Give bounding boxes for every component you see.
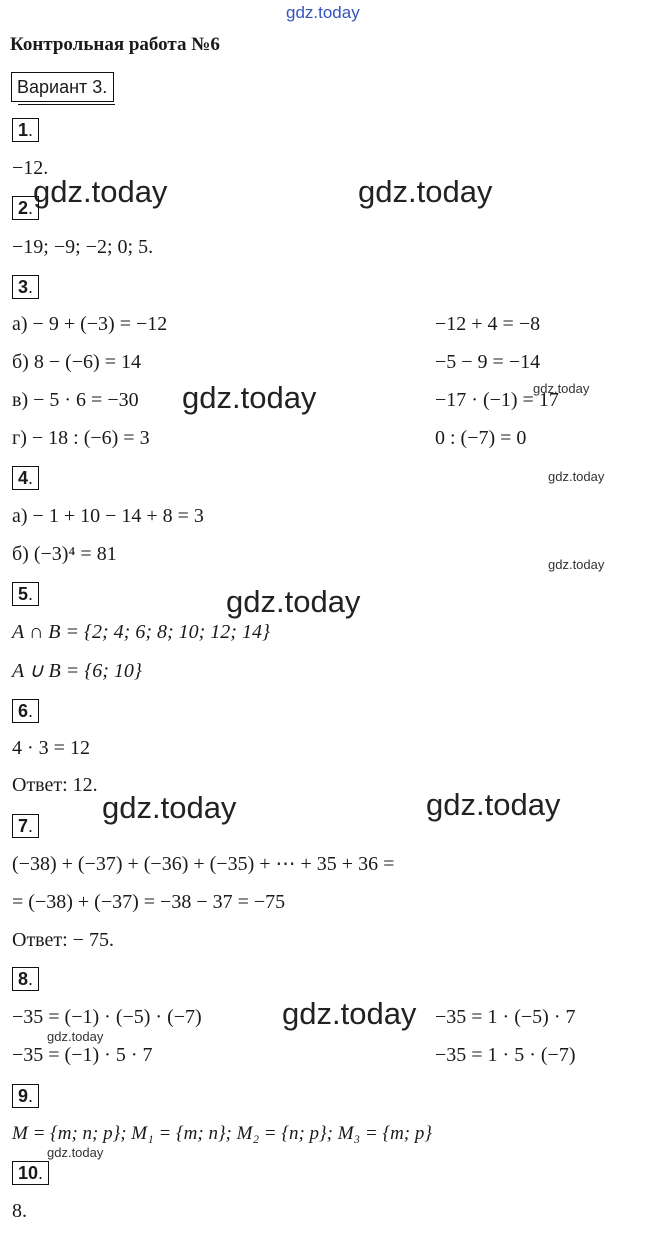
task-7-line-2: = (−38) + (−37) = −38 − 37 = −75 xyxy=(12,891,286,913)
task-3-left-c: в) − 5 · 6 = −30 xyxy=(12,389,139,411)
task-10-answer: 8. xyxy=(12,1200,27,1222)
task-number-4: 4 . xyxy=(12,466,39,490)
watermark: gdz.today xyxy=(47,1145,104,1160)
task-3-right-d: 0 : (−7) = 0 xyxy=(435,427,527,449)
task-3-right-c: −17 · (−1) = 17 xyxy=(435,389,559,411)
task-number-9: 9 . xyxy=(12,1084,39,1108)
watermark: gdz.today xyxy=(426,787,561,822)
task-6-solution: 4 · 3 = 12 xyxy=(12,737,90,759)
task-3-left-a: а) − 9 + (−3) = −12 xyxy=(12,313,168,335)
watermark: gdz.today xyxy=(47,1029,104,1044)
task-number-3: 3 . xyxy=(12,275,39,299)
task-number-1: 1 . xyxy=(12,118,39,142)
variant-label: Вариант 3. xyxy=(11,72,114,102)
task-3-right-a: −12 + 4 = −8 xyxy=(435,313,541,335)
watermark: gdz.today xyxy=(282,996,417,1031)
task-1-answer: −12. xyxy=(12,157,49,179)
watermark: gdz.today xyxy=(358,174,493,209)
task-6-answer: Ответ: 12. xyxy=(12,774,98,796)
task-2-answer: −19; −9; −2; 0; 5. xyxy=(12,236,154,258)
task-8-left-1: −35 = (−1) · (−5) · (−7) xyxy=(12,1006,202,1028)
task-4-a: а) − 1 + 10 − 14 + 8 = 3 xyxy=(12,505,204,527)
page-title: Контрольная работа №6 xyxy=(10,34,220,55)
task-9-sets: M = {m; n; p}; M₁ = {m; n}; M₂ = {n; p}; M₃ = {m; p} xyxy=(12,1123,432,1144)
task-4-b: б) (−3)⁴ = 81 xyxy=(12,543,117,565)
watermark: gdz.today xyxy=(533,381,590,396)
task-number-10: 10 . xyxy=(12,1161,49,1185)
task-7-answer: Ответ: − 75. xyxy=(12,929,114,951)
watermark: gdz.today xyxy=(33,174,168,209)
task-3-left-d: г) − 18 : (−6) = 3 xyxy=(12,427,150,449)
watermark: gdz.today xyxy=(102,790,237,825)
watermark: gdz.today xyxy=(548,557,605,572)
task-5-intersection: A ∩ B = {2; 4; 6; 8; 10; 12; 14} xyxy=(12,621,270,643)
task-8-right-1: −35 = 1 · (−5) · 7 xyxy=(435,1006,576,1028)
task-8-left-2: −35 = (−1) · 5 · 7 xyxy=(12,1044,153,1066)
task-3-right-b: −5 − 9 = −14 xyxy=(435,351,541,373)
task-number-5: 5 . xyxy=(12,582,39,606)
task-7-line-1: (−38) + (−37) + (−36) + (−35) + ⋯ + 35 + 36 = xyxy=(12,853,395,875)
task-number-8: 8 . xyxy=(12,967,39,991)
watermark: gdz.today xyxy=(182,380,317,415)
watermark: gdz.today xyxy=(548,469,605,484)
task-number-6: 6 . xyxy=(12,699,39,723)
watermark: gdz.today xyxy=(226,584,361,619)
task-number-7: 7 . xyxy=(12,814,39,838)
task-3-left-b: б) 8 − (−6) = 14 xyxy=(12,351,141,373)
task-5-union: A ∪ B = {6; 10} xyxy=(12,660,142,682)
watermark-top: gdz.today xyxy=(286,3,360,22)
task-8-right-2: −35 = 1 · 5 · (−7) xyxy=(435,1044,576,1066)
task-number-2: 2 . xyxy=(12,196,39,220)
